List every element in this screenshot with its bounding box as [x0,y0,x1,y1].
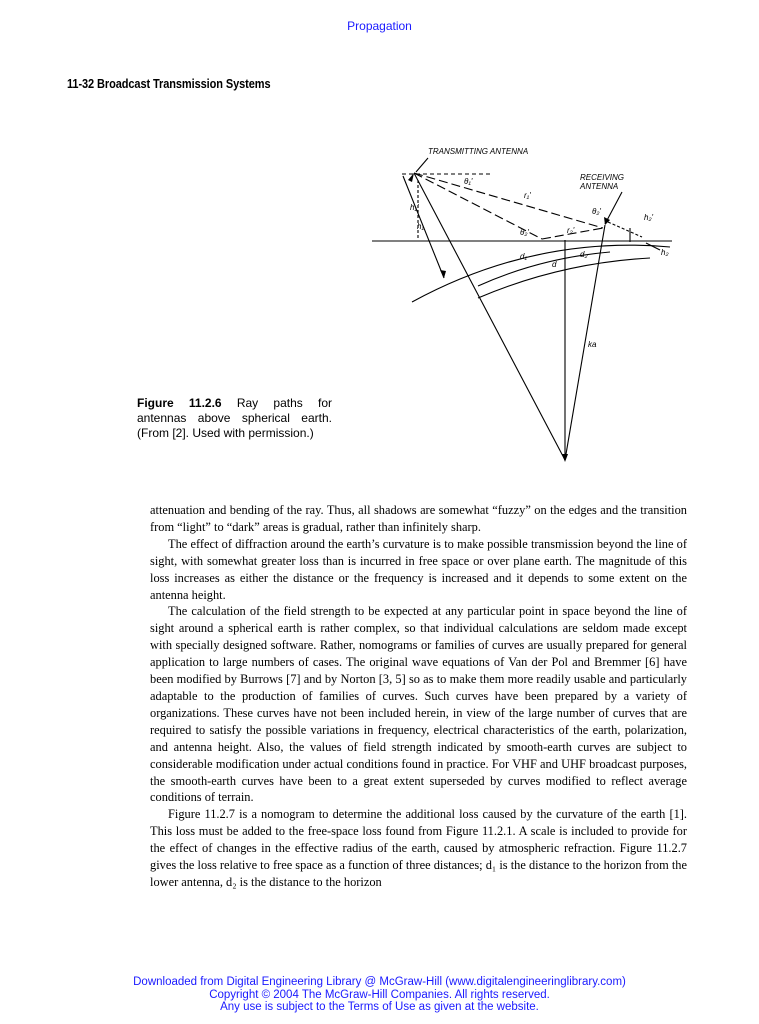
label-h1-prime: h₁' [410,203,419,212]
running-head: 11-32 Broadcast Transmission Systems [67,77,271,91]
label-transmitting-antenna: TRANSMITTING ANTENNA [428,147,529,156]
footer [0,976,759,1014]
label-receiving-antenna-1: RECEIVING [580,173,625,182]
label-h2: h₂ [661,248,669,257]
label-d: d [552,260,557,269]
paragraph: Figure 11.2.7 is a nomogram to determine the additional loss caused by the curvature of the earth [1]. This loss must be added to the free-space loss found from Figure 11.2.1. A scale is included to provide for the effect of changes in the effective radius of the earth, caused by atmospheric refraction. Figure 11.2.7 gives the loss relative to free space as a function of three distances; d₁ is the distance to the horizon from the lower antenna, d₂ is the distance to the horizon [150,807,687,889]
ray-path-diagram [360,140,680,470]
label-theta2-left: θ₂' [520,228,529,237]
arrow-head [604,217,610,225]
distance-arc-d1-d2 [478,252,610,286]
label-ka: ka [588,340,597,349]
label-d2: d₂ [580,250,588,259]
figure-caption-text: Ray paths for antennas above spherical earth. (From [2]. Used with permission.) [137,396,332,440]
earth-surface-arc [412,245,670,302]
label-r1: r₁' [524,191,531,200]
footer-copyright[interactable]: Copyright © 2004 The McGraw-Hill Companies. All rights reserved. [209,988,550,1001]
section-link-propagation[interactable]: Propagation [347,19,412,33]
paragraph: The effect of diffraction around the earth’s curvature is to make possible transmission beyond the line of sight, with somewhat greater loss than is incurred in free space or over plane earth. The magnitude of this loss increases as either the distance or the frequency is increased and it depends to some extent on the antenna height. [150,536,687,602]
label-d1: d₁ [520,252,527,261]
label-theta2-right: θ₂' [592,207,601,216]
paragraph: The calculation of the field strength to be expected at any particular point in space beyond the line of sight around a spherical earth is rather complex, so that individual calculations are seldom made except with specially designed software. Rather, nomograms or families of curves are usually prepared for general application to large numbers of cases. The original wave equations of Van der Pol and Bremmer [6] have been modified by Burrows [7] and by Norton [3, 5] so as to make them more readily usable and particularly adaptable to the production of families of curves. Such curves have been prepared by a variety of organizations. These curves have not been included herein, in view of the large number of curves that are required to satisfy the possible variations in frequency, electrical characteristics of the earth, polarization, and antenna height. Also, the values of field strength indicated by smooth-earth curves are subject to considerable modification under actual conditions found in practice. For VHF and UHF broadcast purposes, the smooth-earth curves have been to a great extent superseded by curves modified to reflect average conditions of terrain. [150,604,687,805]
radius-line-transmitter [414,173,565,460]
h2-prime-leader [608,222,642,237]
transmitting-antenna-leader [416,158,428,172]
direct-ray [414,173,603,228]
body-text [150,502,687,891]
radius-line-receiver [565,225,605,460]
figure-caption [137,396,332,441]
footer-terms-link[interactable]: Any use is subject to the Terms of Use as given at the website. [220,1001,539,1013]
footer-download-link[interactable]: Downloaded from Digital Engineering Library @ McGraw-Hill (www.digitalengineeringlibrary.com) [133,976,626,988]
label-receiving-antenna-2: ANTENNA [580,182,619,191]
label-theta1: θ₁' [464,177,473,186]
figure-label: Figure 11.2.6 [137,396,222,410]
label-h1: h₁ [417,222,424,231]
arrow-head [562,454,568,462]
paragraph: attenuation and bending of the ray. Thus, all shadows are somewhat “fuzzy” on the edges and the transition from “light” to “dark” areas is gradual, rather than infinitely sharp. [150,503,687,534]
label-h2-prime: h₂' [644,213,654,222]
label-r2: r₂' [567,226,575,235]
